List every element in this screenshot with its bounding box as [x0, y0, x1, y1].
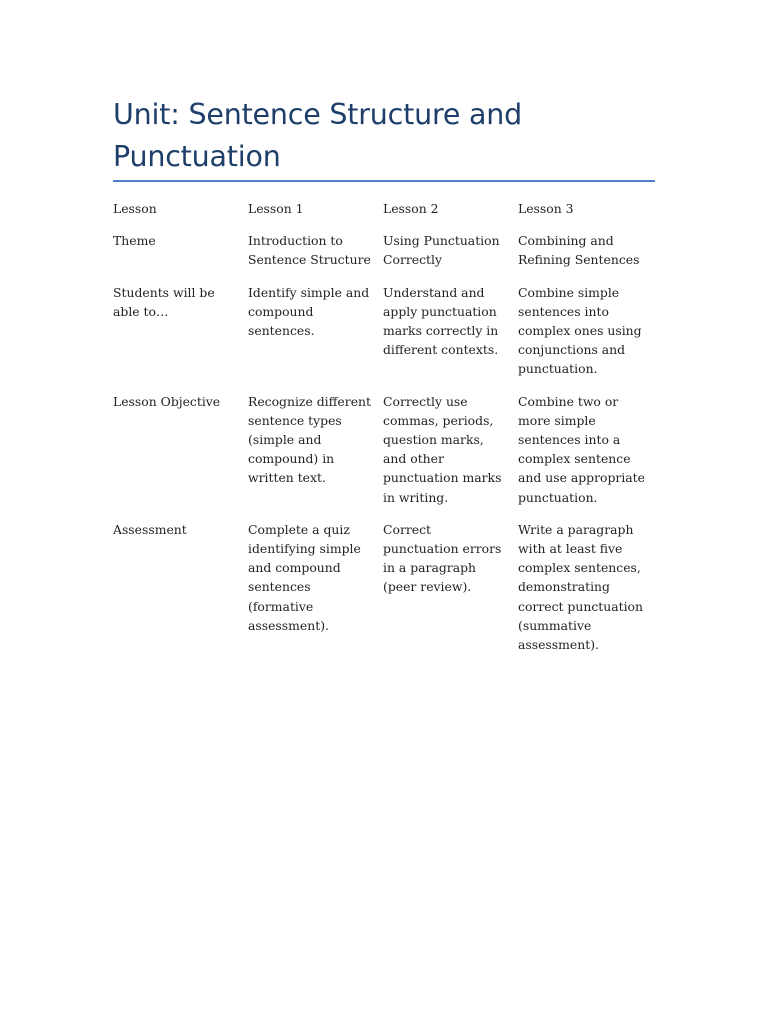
table-row-assessment — [113, 520, 653, 654]
row-label-theme: Theme — [113, 233, 156, 249]
header-cell-lesson: Lesson — [113, 201, 157, 216]
header-cell-lesson-3: Lesson 3 — [518, 201, 574, 216]
table-cell: Identify simple and compound sentences. — [248, 284, 370, 339]
table-row-theme — [113, 231, 653, 269]
table-cell: Correct punctuation errors in a paragraph (peer review). — [383, 521, 502, 595]
table-row-lesson-objective — [113, 392, 653, 507]
table-header-row — [113, 199, 653, 218]
table-cell: Combine two or more simple sentences into a complex sentence and use appropriate punctuation. — [518, 393, 645, 505]
table-cell: Write a paragraph with at least five complex sentences, demonstrating correct punctuation (summative assessment). — [518, 521, 643, 653]
table-cell: Combining and Refining Sentences — [518, 233, 640, 268]
table-cell: Combine simple sentences into complex ones using conjunctions and punctuation. — [518, 284, 642, 377]
title-underline-rule — [113, 180, 655, 182]
table-cell: Understand and apply punctuation marks correctly in different contexts. — [383, 284, 499, 358]
header-cell-lesson-1: Lesson 1 — [248, 201, 304, 216]
row-label-students-will-be-able-to: Students will be able to… — [113, 284, 215, 319]
table-cell: Using Punctuation Correctly — [383, 233, 500, 268]
row-label-lesson-objective: Lesson Objective — [113, 393, 221, 409]
table-cell: Complete a quiz identifying simple and compound sentences (formative assessment). — [248, 521, 361, 633]
table-cell: Introduction to Sentence Structure — [248, 233, 371, 268]
header-cell-lesson-2: Lesson 2 — [383, 201, 439, 216]
table-cell: Correctly use commas, periods, question marks, and other punctuation marks in writing. — [383, 393, 502, 505]
table-row-students-will-be-able-to — [113, 283, 653, 379]
row-label-assessment: Assessment — [113, 521, 187, 537]
table-cell: Recognize different sentence types (simple and compound) in written text. — [248, 393, 371, 486]
lesson-plan-table — [113, 199, 653, 667]
page-title: Unit: Sentence Structure and Punctuation — [113, 98, 523, 173]
